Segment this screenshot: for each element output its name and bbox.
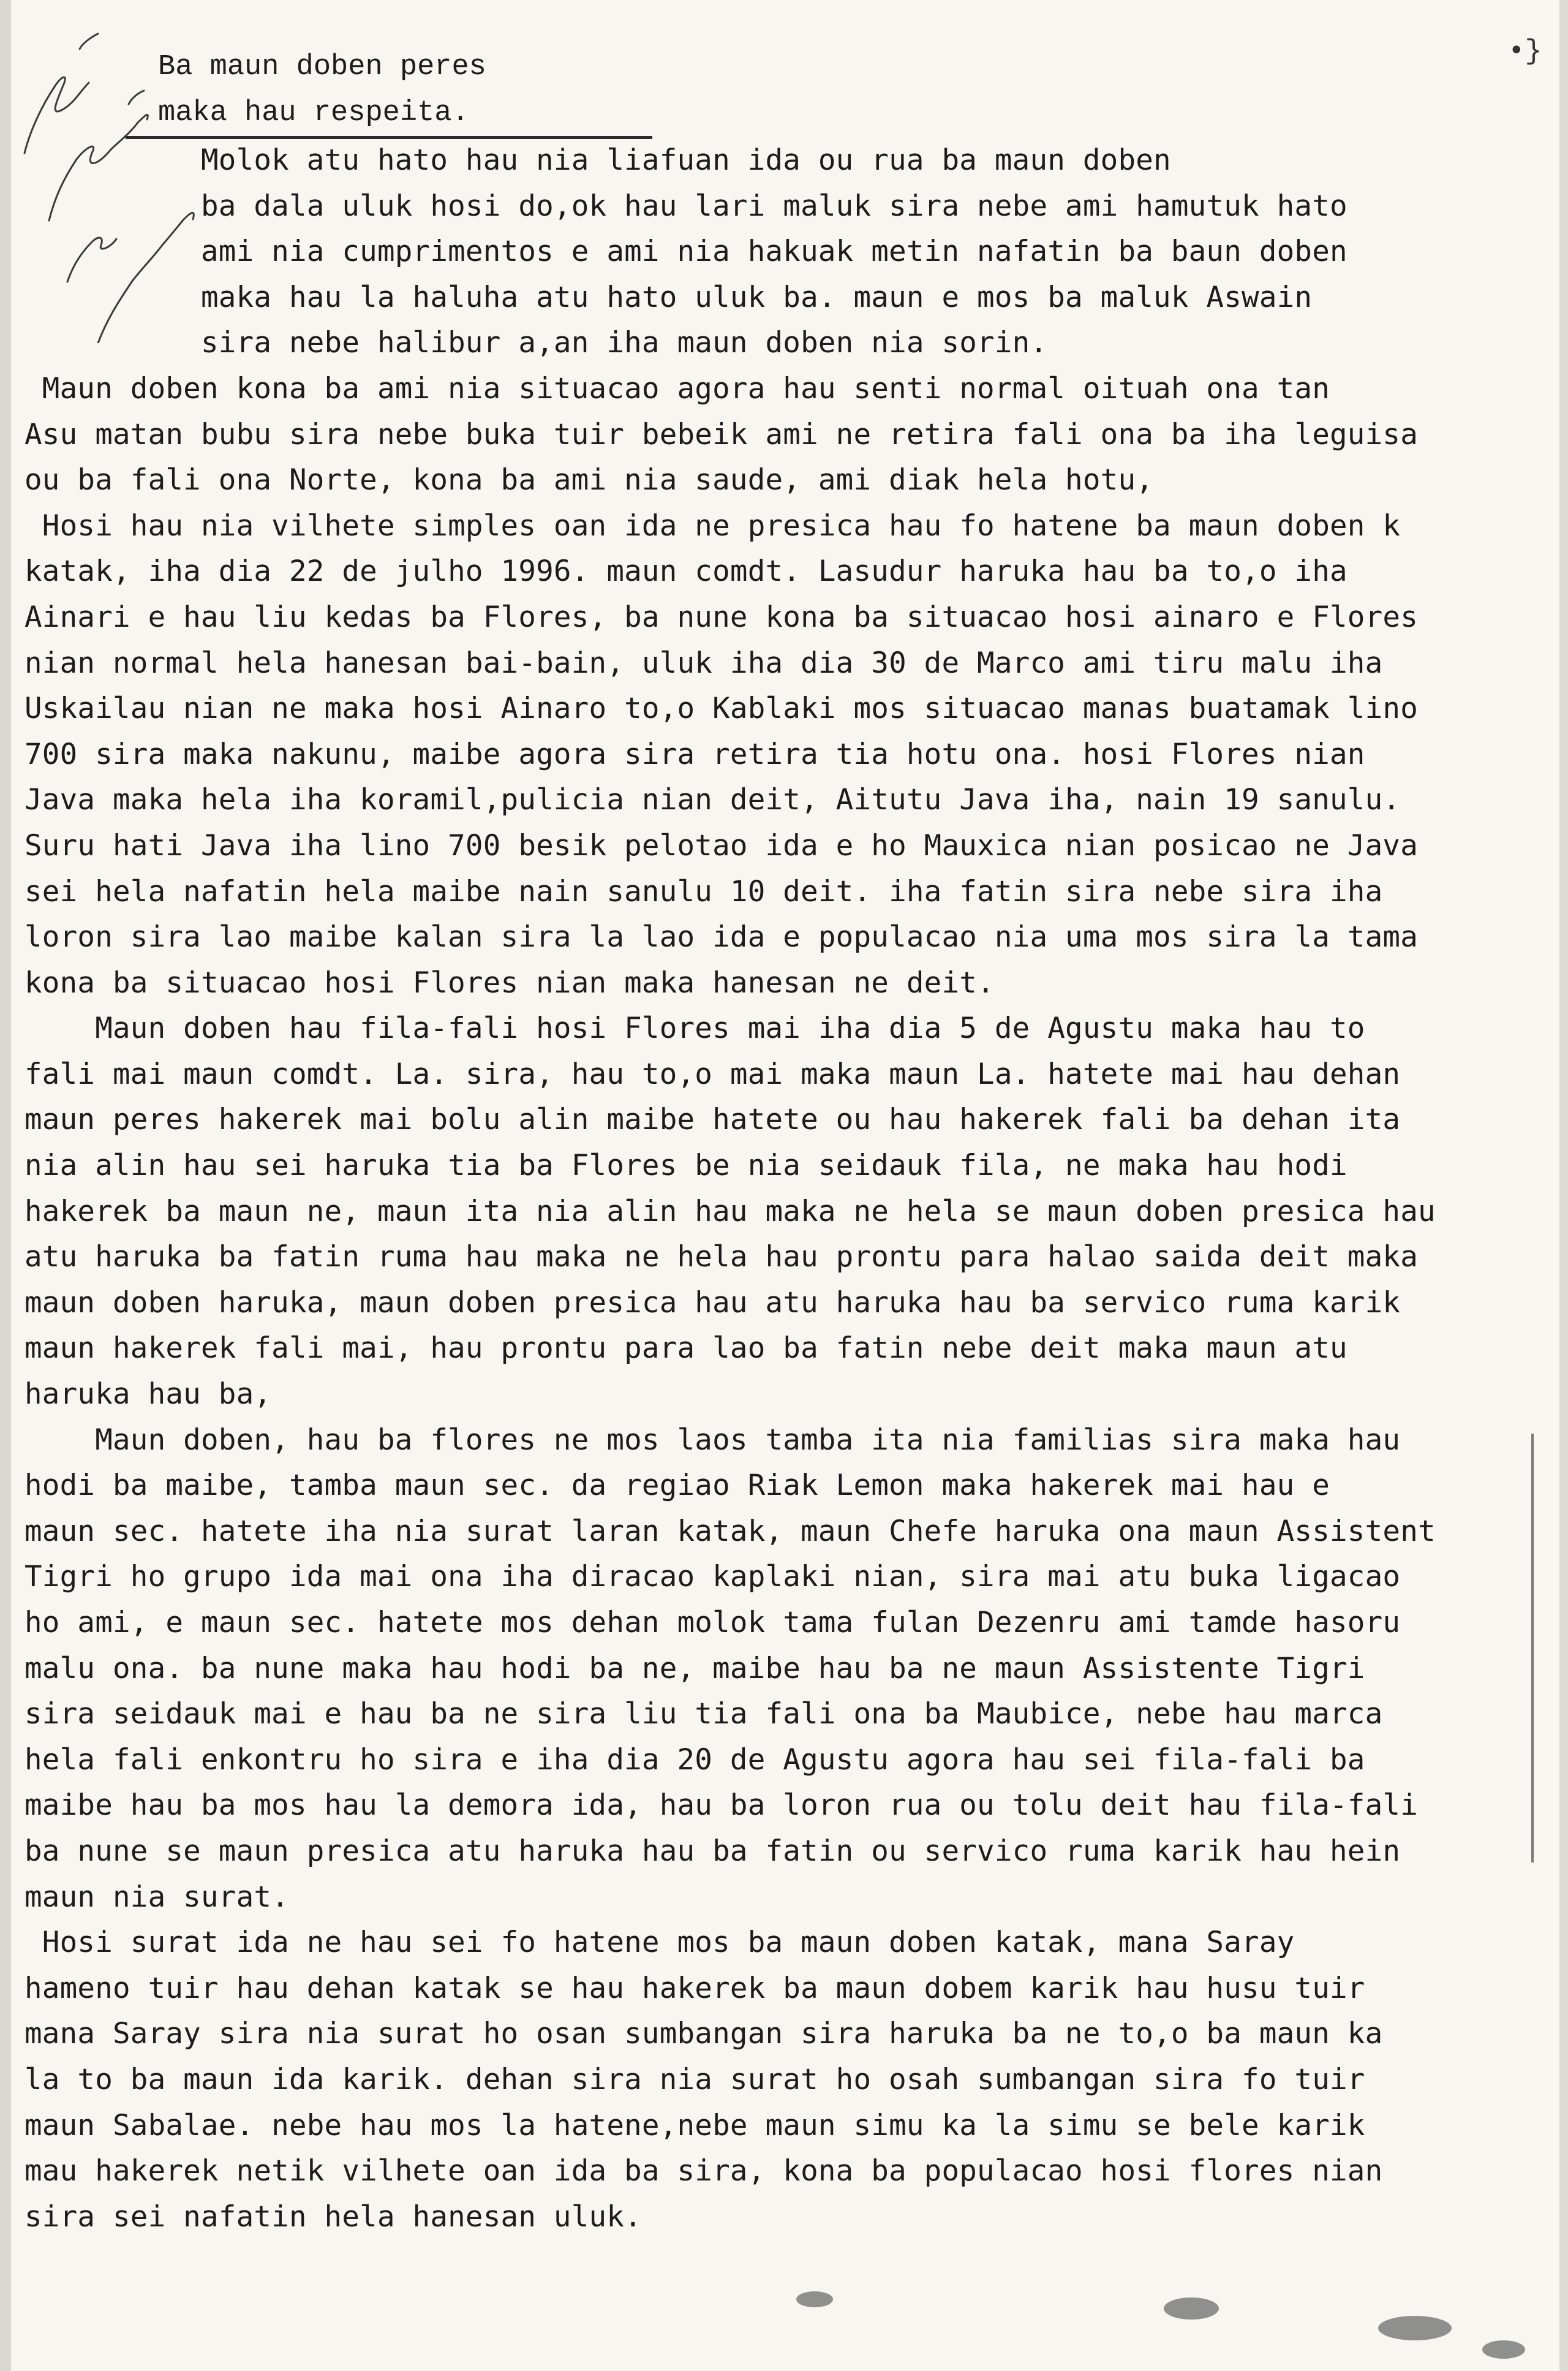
letter-line: sira sei nafatin hela hanesan uluk. bbox=[24, 2199, 642, 2234]
letter-line: kona ba situacao hosi Flores nian maka hanesan ne deit. bbox=[24, 966, 995, 1000]
letter-line: mau hakerek netik vilhete oan ida ba sira, kona ba populacao hosi flores nian bbox=[24, 2154, 1383, 2188]
letter-line: Molok atu hato hau nia liafuan ida ou rua ba maun doben bbox=[24, 143, 1171, 177]
letter-line: Java maka hela iha koramil,pulicia nian deit, Aitutu Java iha, nain 19 sanulu. bbox=[24, 783, 1401, 817]
letter-line: Suru hati Java iha lino 700 besik pelotao ida e ho Mauxica nian posicao ne Java bbox=[24, 828, 1418, 863]
scan-border-right bbox=[1559, 0, 1568, 2371]
letter-line: nian normal hela hanesan bai-bain, uluk iha dia 30 de Marco ami tiru malu iha bbox=[24, 646, 1383, 680]
letter-line: Maun doben hau fila-fali hosi Flores mai iha dia 5 de Agustu maka hau to bbox=[24, 1012, 1365, 1046]
letter-line: Hosi surat ida ne hau sei fo hatene mos ba maun doben katak, mana Saray bbox=[24, 1926, 1295, 1960]
letter-line: hakerek ba maun ne, maun ita nia alin hau maka ne hela se maun doben presica hau bbox=[24, 1194, 1436, 1228]
letter-line: Tigri ho grupo ida mai ona iha diracao kaplaki nian, sira mai atu buka ligacao bbox=[24, 1560, 1401, 1594]
letter-line: ba dala uluk hosi do,ok hau lari maluk sira nebe ami hamutuk hato bbox=[24, 189, 1348, 223]
scan-smudge bbox=[796, 2291, 833, 2307]
letter-line: mana Saray sira nia surat ho osan sumbangan sira haruka ba ne to,o ba maun ka bbox=[24, 2017, 1383, 2051]
letter-line: maun Sabalae. nebe hau mos la hatene,nebe maun simu ka la simu se bele karik bbox=[24, 2108, 1365, 2142]
letter-line: ami nia cumprimentos e ami nia hakuak metin nafatin ba baun doben bbox=[24, 235, 1348, 269]
letter-line: Ainari e hau liu kedas ba Flores, ba nune kona ba situacao hosi ainaro e Flores bbox=[24, 600, 1418, 634]
letter-line: maun hakerek fali mai, hau prontu para lao ba fatin nebe deit maka maun atu bbox=[24, 1331, 1348, 1366]
letter-line: ho ami, e maun sec. hatete mos dehan molok tama fulan Dezenru ami tamde hasoru bbox=[24, 1606, 1401, 1639]
letter-line: fali mai maun comdt. La. sira, hau to,o mai maka maun La. hatete mai hau dehan bbox=[24, 1057, 1401, 1091]
letter-line: sira seidauk mai e hau ba ne sira liu tia fali ona ba Maubice, nebe hau marca bbox=[24, 1697, 1383, 1731]
letter-line: hela fali enkontru ho sira e iha dia 20 de Agustu agora hau sei fila-fali ba bbox=[24, 1742, 1365, 1777]
letter-line: hodi ba maibe, tamba maun sec. da regiao Riak Lemon maka hakerek mai hau e bbox=[24, 1469, 1330, 1503]
letter-line: maun sec. hatete iha nia surat laran katak, maun Chefe haruka ona maun Assistent bbox=[24, 1514, 1436, 1548]
letter-line: malu ona. ba nune maka hau hodi ba ne, maibe hau ba ne maun Assistente Tigri bbox=[24, 1651, 1365, 1685]
letter-line: maun peres hakerek mai bolu alin maibe hatete ou hau hakerek fali ba dehan ita bbox=[24, 1103, 1401, 1137]
letter-line: sei hela nafatin hela maibe nain sanulu 10 deit. iha fatin sira nebe sira iha bbox=[24, 874, 1383, 909]
letter-line: la to ba maun ida karik. dehan sira nia surat ho osah sumbangan sira fo tuir bbox=[24, 2062, 1365, 2097]
letter-line: maibe hau ba mos hau la demora ida, hau ba loron rua ou tolu deit hau fila-fali bbox=[24, 1788, 1418, 1823]
letter-line: atu haruka ba fatin ruma hau maka ne hela hau prontu para halao saida deit maka bbox=[24, 1240, 1418, 1274]
letter-line: Hosi hau nia vilhete simples oan ida ne presica hau fo hatene ba maun doben k bbox=[24, 509, 1401, 543]
letter-line: hameno tuir hau dehan katak se hau hakerek ba maun dobem karik hau husu tuir bbox=[24, 1971, 1365, 2005]
letter-line: katak, iha dia 22 de julho 1996. maun comdt. Lasudur haruka hau ba to,o iha bbox=[24, 554, 1348, 589]
letter-line: Asu matan bubu sira nebe buka tuir bebeik ami ne retira fali ona ba iha leguisa bbox=[24, 417, 1418, 452]
letter-body bbox=[24, 138, 1556, 2240]
scan-smudge bbox=[1164, 2297, 1219, 2320]
letter-line: loron sira lao maibe kalan sira la lao ida e populacao nia uma mos sira la tama bbox=[24, 920, 1418, 955]
letter-line: maun doben haruka, maun doben presica hau atu haruka hau ba servico ruma karik bbox=[24, 1285, 1401, 1320]
scan-smudge bbox=[1378, 2316, 1452, 2340]
scan-border-left bbox=[0, 0, 11, 2371]
corner-mark: •} bbox=[1508, 36, 1542, 67]
letter-line: maka hau la haluha atu hato uluk ba. maun e mos ba maluk Aswain bbox=[24, 280, 1313, 314]
letter-line: maun nia surat. bbox=[24, 1880, 289, 1914]
letter-line: nia alin hau sei haruka tia ba Flores be nia seidauk fila, ne maka hau hodi bbox=[24, 1149, 1348, 1183]
letter-line: Uskailau nian ne maka hosi Ainaro to,o Kablaki mos situacao manas buatamak lino bbox=[24, 692, 1418, 726]
letter-line: ba nune se maun presica atu haruka hau ba fatin ou servico ruma karik hau hein bbox=[24, 1834, 1401, 1868]
letter-line: 700 sira maka nakunu, maibe agora sira retira tia hotu ona. hosi Flores nian bbox=[24, 737, 1365, 771]
letter-line: haruka hau ba, bbox=[24, 1377, 272, 1412]
letter-line: Maun doben, hau ba flores ne mos laos tamba ita nia familias sira maka hau bbox=[24, 1423, 1401, 1457]
salutation-line-1: Ba maun doben peres bbox=[158, 51, 486, 83]
salutation-line-2: maka hau respeita. bbox=[158, 97, 469, 129]
scan-smudge bbox=[1482, 2340, 1525, 2359]
letter-line: ou ba fali ona Norte, kona ba ami nia saude, ami diak hela hotu, bbox=[24, 463, 1154, 497]
letter-line: sira nebe halibur a,an iha maun doben nia sorin. bbox=[24, 326, 1048, 360]
letter-line: Maun doben kona ba ami nia situacao agora hau senti normal oituah ona tan bbox=[24, 371, 1330, 406]
